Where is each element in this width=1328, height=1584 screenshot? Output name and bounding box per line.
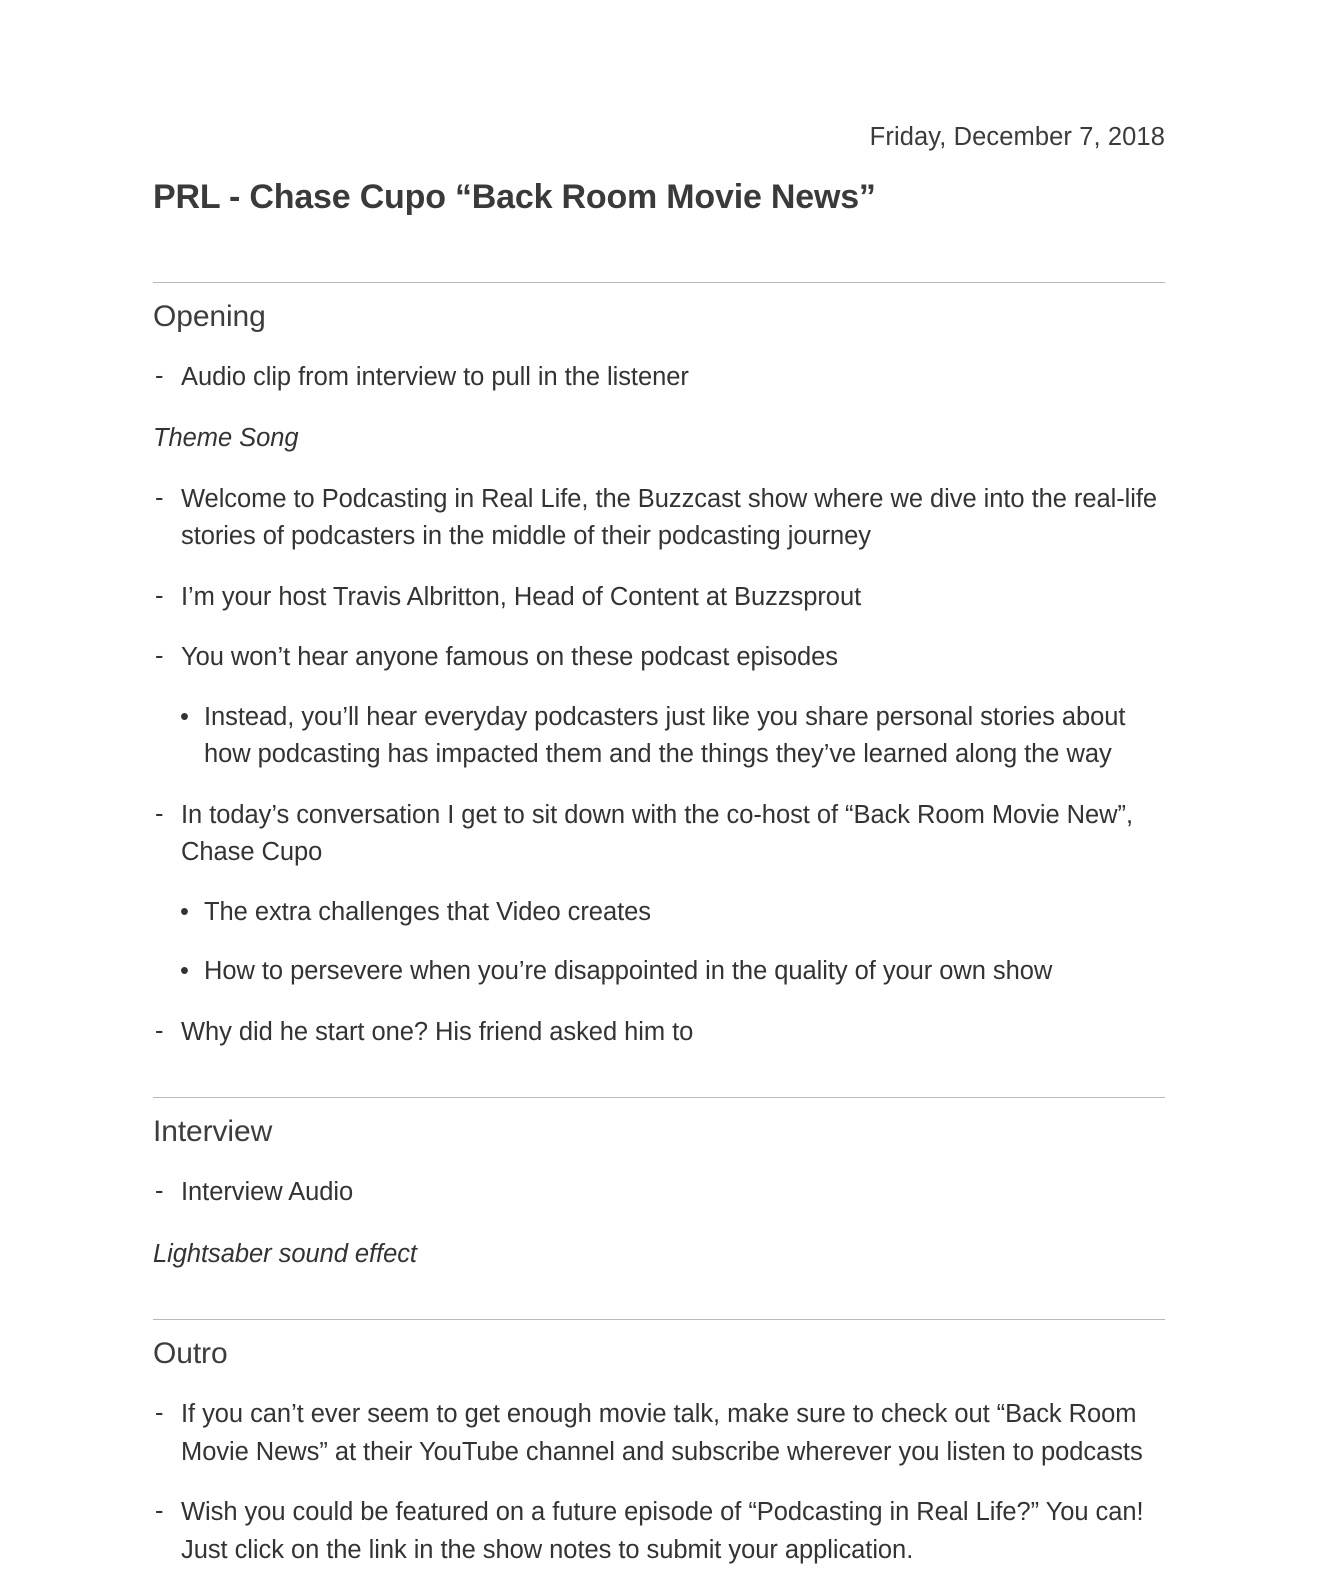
list-item-text: Interview Audio — [181, 1178, 354, 1207]
document-content — [153, 0, 1165, 1569]
spacer — [153, 1273, 1165, 1319]
list-item — [153, 1494, 1165, 1569]
section-interview — [153, 1051, 1165, 1273]
list-item-text: If you can’t ever seem to get enough movie talk, make sure to check out “Back Room Movie News” at their YouTube channel and subscribe wherever you listen to podcasts — [181, 1400, 1143, 1466]
bullet-dash-icon: - — [155, 581, 164, 610]
section-divider — [153, 1097, 1165, 1098]
bullet-dash-icon: - — [155, 799, 164, 828]
list-item-text: The extra challenges that Video creates — [204, 897, 651, 926]
audio-cue: Theme Song — [153, 424, 299, 453]
section-heading: Opening — [153, 299, 266, 333]
list-item — [153, 359, 1165, 396]
list-item-text: Instead, you’ll hear everyday podcasters just like you share personal stories about how podcasting has impacted them and the things they’ve learned along the way — [204, 702, 1126, 769]
list-item — [153, 579, 1165, 616]
audio-cue: Lightsaber sound effect — [153, 1239, 417, 1268]
sub-list-item — [153, 699, 1165, 774]
section-items — [153, 1396, 1165, 1569]
sections-container — [153, 282, 1165, 1569]
bullet-dash-icon: - — [155, 1016, 164, 1045]
list-item — [153, 797, 1165, 872]
list-item — [153, 639, 1165, 676]
section-outro — [153, 1273, 1165, 1569]
spacer — [153, 241, 1165, 282]
bullet-dash-icon: - — [155, 1399, 164, 1428]
list-item — [153, 1174, 1165, 1211]
section-heading: Interview — [153, 1115, 273, 1149]
list-item — [153, 1396, 1165, 1471]
bullet-dash-icon: - — [155, 1497, 164, 1526]
document-date: Friday, December 7, 2018 — [869, 123, 1165, 151]
list-item — [153, 481, 1165, 556]
document-title: PRL - Chase Cupo “Back Room Movie News” — [153, 177, 876, 216]
list-item — [153, 1014, 1165, 1051]
list-item-text: I’m your host Travis Albritton, Head of Content at Buzzsprout — [181, 582, 862, 611]
section-divider — [153, 282, 1165, 283]
section-items — [153, 1174, 1165, 1273]
list-item-text: Audio clip from interview to pull in the listener — [181, 362, 689, 391]
section-divider — [153, 1319, 1165, 1320]
spacer — [153, 1051, 1165, 1097]
section-opening — [153, 282, 1165, 1051]
bullet-dot-icon: • — [180, 897, 189, 926]
section-items — [153, 359, 1165, 1051]
section-heading: Outro — [153, 1337, 228, 1371]
list-item-text: You won’t hear anyone famous on these podcast episodes — [181, 643, 838, 672]
bullet-dot-icon: • — [180, 702, 189, 731]
list-item-text: Welcome to Podcasting in Real Life, the Buzzcast show where we dive into the real-life stories of podcasters in the middle of their podcasting journey — [181, 484, 1158, 551]
sub-list-item — [153, 953, 1165, 990]
bullet-dash-icon: - — [155, 361, 164, 390]
list-item-text: In today’s conversation I get to sit down with the co-host of “Back Room Movie New”, Chase Cupo — [181, 800, 1134, 867]
bullet-dot-icon: • — [180, 957, 189, 986]
list-item-text: How to persevere when you’re disappointed in the quality of your own show — [204, 957, 1053, 986]
list-item-text: Wish you could be featured on a future episode of “Podcasting in Real Life?” You can! Just click on the link in the show notes to submit your application. — [181, 1498, 1144, 1564]
bullet-dash-icon: - — [155, 1177, 164, 1206]
bullet-dash-icon: - — [155, 642, 164, 671]
sub-list-item — [153, 894, 1165, 931]
bullet-dash-icon: - — [155, 483, 164, 512]
list-item-text: Why did he start one? His friend asked him to — [181, 1017, 694, 1046]
